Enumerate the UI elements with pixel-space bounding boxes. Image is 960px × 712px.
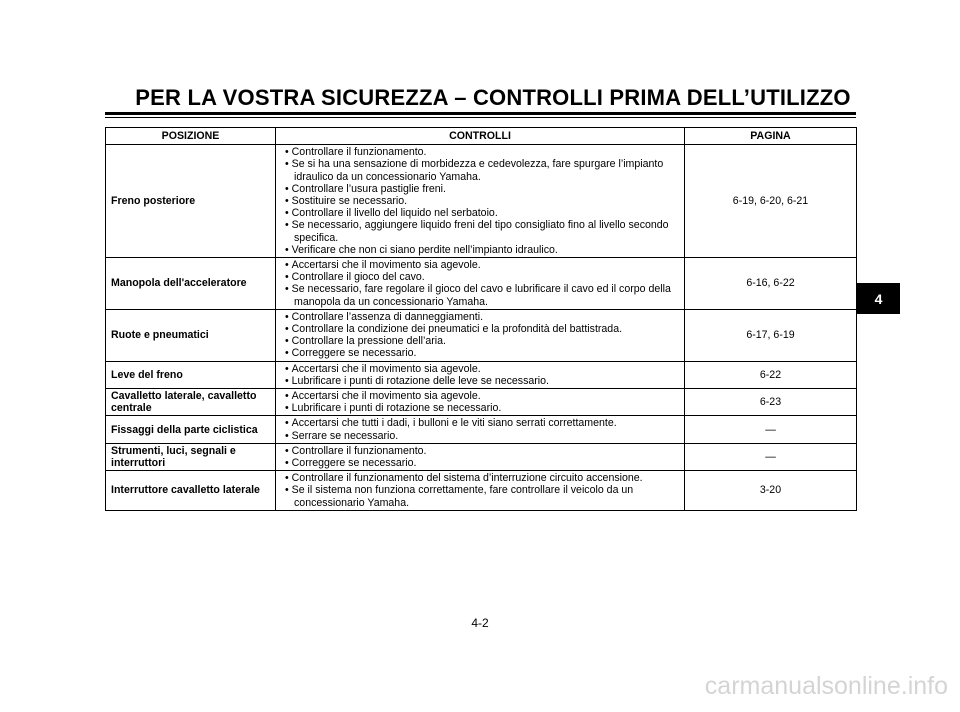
controls-list	[280, 445, 680, 469]
control-item: • Serrare se necessario.	[280, 430, 680, 442]
row-controls	[276, 145, 685, 258]
title-rule-thin	[105, 117, 856, 118]
control-item: • Controllare il livello del liquido nel serbatoio.	[280, 207, 680, 219]
controls-list	[280, 146, 680, 256]
page-number: 4-2	[471, 616, 489, 630]
control-item: • Controllare la pressione dell’aria.	[280, 335, 680, 347]
control-item: • Controllare il funzionamento del sistema d’interruzione circuito accensione.	[280, 472, 680, 484]
controls-list	[280, 390, 680, 414]
row-page: 6-16, 6-22	[685, 258, 857, 310]
control-item: • Controllare l’assenza di danneggiamenti.	[280, 311, 680, 323]
header-controls: CONTROLLI	[276, 128, 685, 145]
row-controls	[276, 361, 685, 388]
row-page: 3-20	[685, 471, 857, 511]
table-row	[106, 145, 857, 258]
table-header-row	[106, 128, 857, 145]
controls-list	[280, 417, 680, 441]
chapter-tab: 4	[857, 283, 900, 314]
row-controls	[276, 471, 685, 511]
row-position: Ruote e pneumatici	[106, 309, 276, 361]
controls-list	[280, 311, 680, 360]
row-position: Interruttore cavalletto laterale	[106, 471, 276, 511]
controls-list	[280, 363, 680, 387]
row-page: —	[685, 443, 857, 470]
row-page: 6-17, 6-19	[685, 309, 857, 361]
controls-list	[280, 472, 680, 509]
control-item: • Se il sistema non funziona correttamente, fare controllare il veicolo da un concessionario Yamaha.	[280, 484, 680, 508]
table-row	[106, 389, 857, 416]
control-item: • Lubrificare i punti di rotazione se necessario.	[280, 402, 680, 414]
table-row	[106, 443, 857, 470]
control-item: • Accertarsi che tutti i dadi, i bulloni e le viti siano serrati correttamente.	[280, 417, 680, 429]
row-position: Leve del freno	[106, 361, 276, 388]
row-controls	[276, 389, 685, 416]
table-row	[106, 416, 857, 443]
row-position: Cavalletto laterale, cavalletto centrale	[106, 389, 276, 416]
row-position: Fissaggi della parte ciclistica	[106, 416, 276, 443]
control-item: • Se si ha una sensazione di morbidezza e cedevolezza, fare spurgare l’impianto idraulico da un concessionario Yamaha.	[280, 158, 680, 182]
row-page: —	[685, 416, 857, 443]
control-item: • Se necessario, aggiungere liquido freni del tipo consigliato fino al livello secondo specifica.	[280, 219, 680, 243]
row-page: 6-19, 6-20, 6-21	[685, 145, 857, 258]
control-item: • Lubrificare i punti di rotazione delle leve se necessario.	[280, 375, 680, 387]
row-position: Freno posteriore	[106, 145, 276, 258]
title-rule-thick	[105, 112, 856, 115]
row-controls	[276, 416, 685, 443]
table-row	[106, 471, 857, 511]
control-item: • Controllare l’usura pastiglie freni.	[280, 183, 680, 195]
row-page: 6-23	[685, 389, 857, 416]
control-item: • Verificare che non ci siano perdite nell’impianto idraulico.	[280, 244, 680, 256]
control-item: • Controllare il funzionamento.	[280, 146, 680, 158]
row-position: Strumenti, luci, segnali e interruttori	[106, 443, 276, 470]
control-item: • Correggere se necessario.	[280, 347, 680, 359]
control-item: • Controllare la condizione dei pneumatici e la profondità del battistrada.	[280, 323, 680, 335]
header-position: POSIZIONE	[106, 128, 276, 145]
control-item: • Accertarsi che il movimento sia agevole.	[280, 259, 680, 271]
header-page: PAGINA	[685, 128, 857, 145]
row-controls	[276, 309, 685, 361]
control-item: • Controllare il funzionamento.	[280, 445, 680, 457]
control-item: • Controllare il gioco del cavo.	[280, 271, 680, 283]
control-item: • Se necessario, fare regolare il gioco del cavo e lubrificare il cavo ed il corpo della manopola da un concessionario Yamaha.	[280, 283, 680, 307]
page-title: PER LA VOSTRA SICUREZZA – CONTROLLI PRIMA DELL’UTILIZZO	[135, 85, 851, 110]
control-item: • Correggere se necessario.	[280, 457, 680, 469]
table-row	[106, 258, 857, 310]
row-controls	[276, 443, 685, 470]
control-item: • Accertarsi che il movimento sia agevole.	[280, 363, 680, 375]
row-controls	[276, 258, 685, 310]
row-position: Manopola dell'acceleratore	[106, 258, 276, 310]
pre-operation-checks-table	[105, 127, 857, 511]
row-page: 6-22	[685, 361, 857, 388]
table-row	[106, 361, 857, 388]
table-row	[106, 309, 857, 361]
controls-list	[280, 259, 680, 308]
control-item: • Sostituire se necessario.	[280, 195, 680, 207]
control-item: • Accertarsi che il movimento sia agevole.	[280, 390, 680, 402]
watermark: carmanualsonline.info	[704, 672, 948, 700]
